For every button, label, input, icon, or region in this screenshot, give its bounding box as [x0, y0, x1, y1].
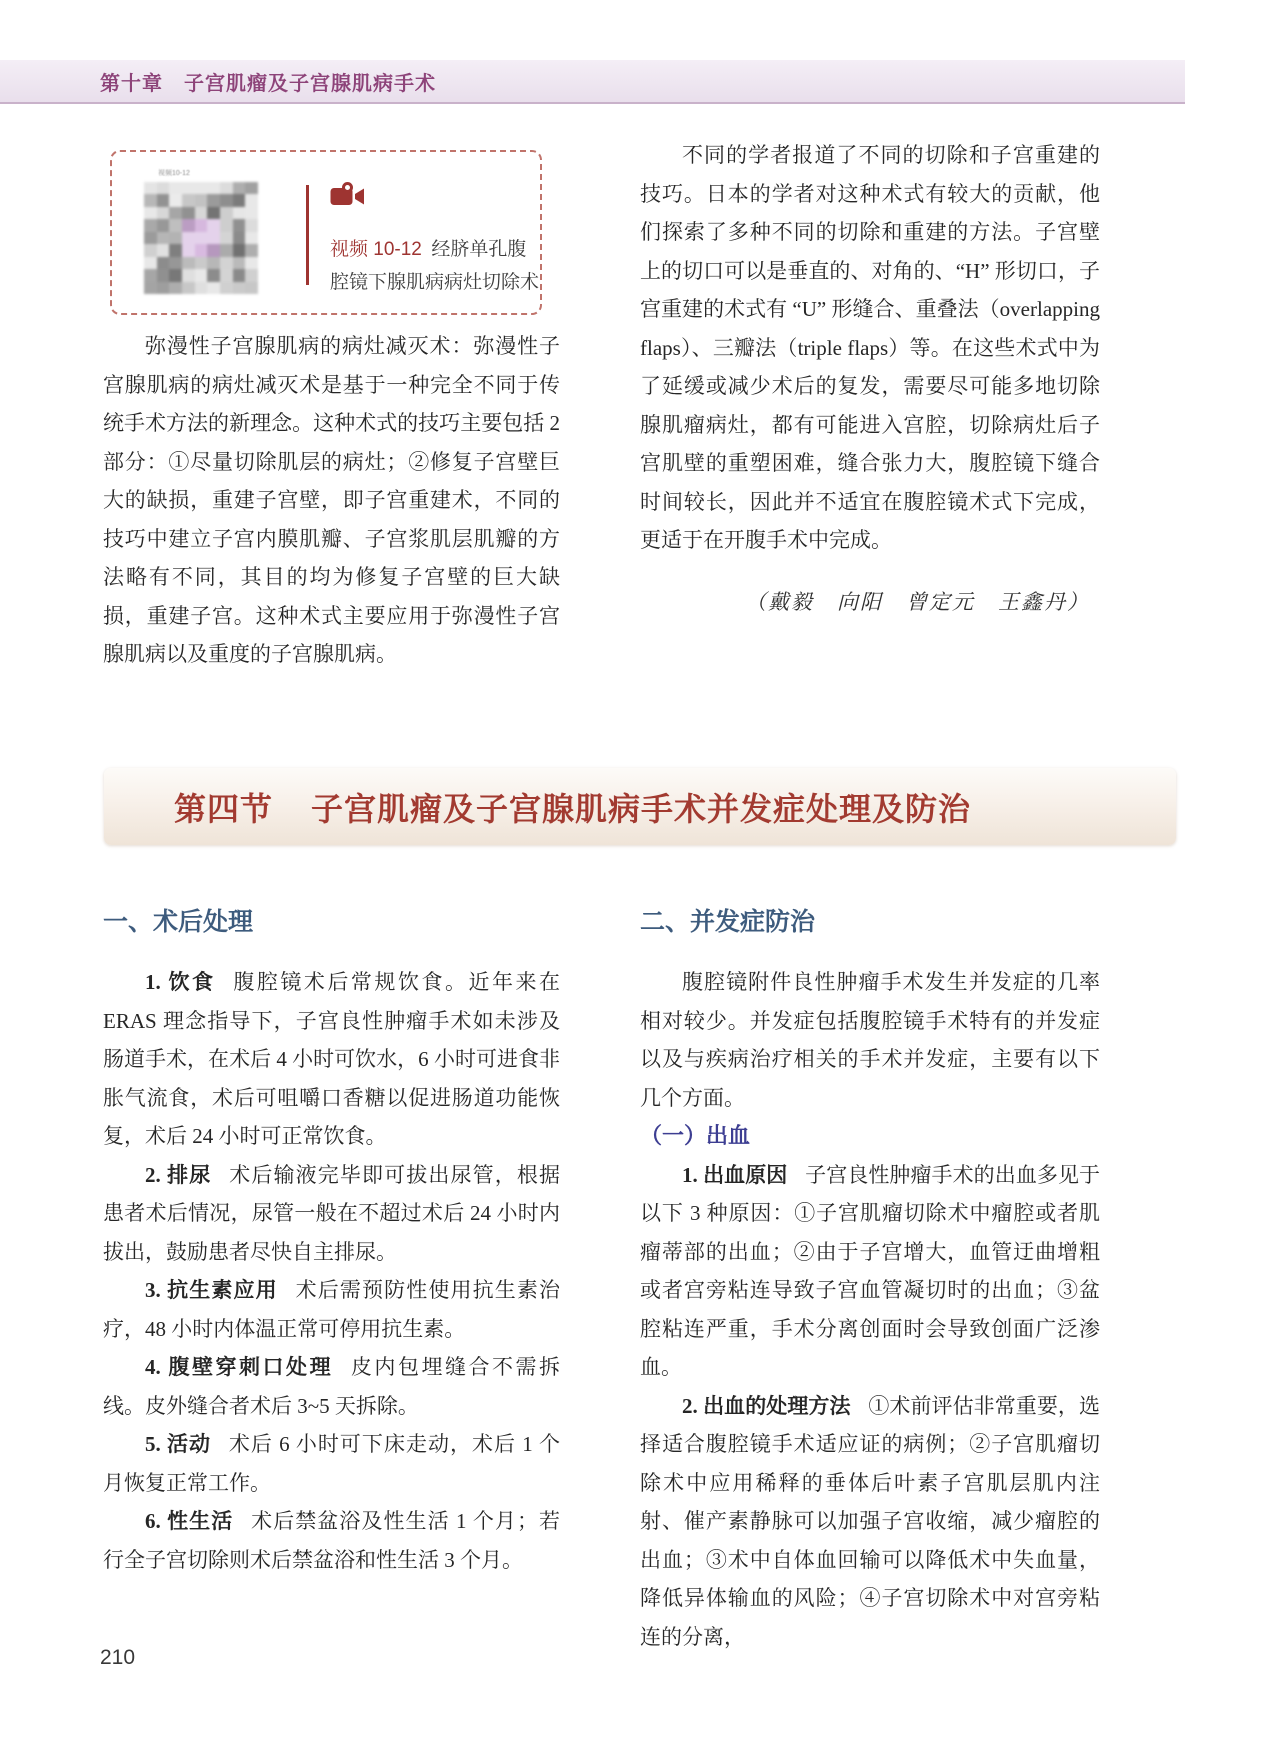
- item-label: 1. 出血原因: [682, 1162, 788, 1187]
- complications-column: [640, 905, 1100, 1656]
- item-text: ①术前评估非常重要，选择适合腹腔镜手术适应证的病例；②子宫肌瘤切除术中应用稀释的垂体后叶素子宫肌层肌内注射、催产素静脉可以加强子宫收缩，减少瘤腔的出血；③术中自体血回输可以降低术中失血量，降低异体输血的风险；④子宫切除术中对宫旁粘连的分离，: [640, 1393, 1101, 1649]
- intro-paragraph-left: 弥漫性子宫腺肌病的病灶减灭术：弥漫性子宫腺肌病的病灶减灭术是基于一种完全不同于传统手术方法的新理念。这种术式的技巧主要包括 2 部分：①尽量切除肌层的病灶；②修复子宫壁巨大的缺损，重建子宫壁，即子宫重建术，不同的技巧中建立子宫内膜肌瓣、子宫浆肌层肌瓣的方法略有不同，其目的均为修复子宫壁的巨大缺损，重建子宫。这种术式主要应用于弥漫性子宫腺肌病以及重度的子宫腺肌病。: [103, 334, 560, 666]
- complication-items: [640, 1156, 1100, 1657]
- item-label: 5. 活动: [145, 1432, 212, 1456]
- item-text: 腹腔镜术后常规饮食。近年来在 ERAS 理念指导下，子宫良性肿瘤手术如未涉及肠道手术，在术后 4 小时可饮水，6 小时可进食非胀气流食，术后可咀嚼口香糖以促进肠道功能恢复，术后 24 小时可正常饮食。: [103, 970, 561, 1148]
- postop-items: [103, 963, 560, 1579]
- postop-column: [103, 905, 560, 1579]
- section-banner-title: 子宫肌瘤及子宫腺肌病手术并发症处理及防治: [311, 790, 972, 827]
- video-label-number: 视频 10-12: [330, 239, 422, 260]
- complications-intro: 腹腔镜附件良性肿瘤手术发生并发症的几率相对较少。并发症包括腹腔镜手术特有的并发症以及与疾病治疗相关的手术并发症，主要有以下几个方面。: [640, 970, 1100, 1110]
- item-label: 1. 饮食: [145, 970, 216, 994]
- item-label: 4. 腹壁穿刺口处理: [145, 1355, 334, 1379]
- authors-line: （戴毅 向阳 曾定元 王鑫丹）: [745, 590, 1090, 614]
- item-text: 皮内包埋缝合不需拆线。皮外缝合者术后 3~5 天拆除。: [103, 1355, 560, 1418]
- video-box-divider: [306, 185, 309, 285]
- video-label-title: 经脐单孔腹腔镜下腺肌病病灶切除术: [330, 239, 540, 293]
- list-item: [103, 1425, 560, 1502]
- item-text: 术后 6 小时可下床走动，术后 1 个月恢复正常工作。: [103, 1432, 561, 1495]
- section-banner: [104, 768, 1176, 845]
- video-camera-icon: [330, 182, 367, 209]
- item-label: 2. 排尿: [145, 1162, 212, 1187]
- list-item: [103, 1502, 560, 1579]
- section-banner-label: 第四节: [174, 790, 274, 827]
- list-item: [103, 1271, 560, 1348]
- complications-heading: 二、并发症防治: [640, 908, 816, 936]
- video-info-block: [330, 182, 542, 299]
- intro-paragraph-right: 不同的学者报道了不同的切除和子宫重建的技巧。日本的学者对这种术式有较大的贡献，他们探索了多种不同的切除和重建的方法。子宫壁上的切口可以是垂直的、对角的、“H” 形切口，子宫重建的术式有 “U” 形缝合、重叠法（overlapping flaps）、三瓣法（triple flaps）等。在这些术式中为了延缓或减少术后的复发，需要尽可能多地切除腺肌瘤病灶，都有可能进入宫腔，切除病灶后子宫肌壁的重塑困难，缝合张力大，腹腔镜下缝合时间较长，因此并不适宜在腹腔镜术式下完成，更适于在开腹手术中完成。: [640, 143, 1100, 552]
- list-item: [103, 963, 560, 1156]
- item-label: 6. 性生活: [145, 1509, 234, 1533]
- item-text: 术后禁盆浴及性生活 1 个月；若行全子宫切除则术后禁盆浴和性生活 3 个月。: [103, 1509, 561, 1572]
- list-item: [103, 1348, 560, 1425]
- video-resource-box: [110, 150, 542, 315]
- list-item: [640, 1387, 1100, 1657]
- qr-code-image: [144, 182, 258, 294]
- video-label: [330, 233, 542, 299]
- item-label: 2. 出血的处理方法: [682, 1393, 851, 1418]
- chapter-header-title: 第十章 子宫肌瘤及子宫腺肌病手术: [100, 72, 436, 95]
- postop-heading: 一、术后处理: [103, 908, 254, 936]
- item-text: 术后输液完毕即可拔出尿管，根据患者术后情况，尿管一般在不超过术后 24 小时内拔出，鼓励患者尽快自主排尿。: [103, 1162, 561, 1264]
- page-number: 210: [100, 1646, 136, 1669]
- list-item: [640, 1156, 1100, 1387]
- item-text: 术后需预防性使用抗生素治疗，48 小时内体温正常可停用抗生素。: [103, 1278, 561, 1341]
- bleeding-subheading: （一）出血: [640, 1123, 751, 1148]
- item-text: 子宫良性肿瘤手术的出血多见于以下 3 种原因：①子宫肌瘤切除术中瘤腔或者肌瘤蒂部的出血；②由于子宫增大，血管迂曲增粗或者宫旁粘连导致子宫血管凝切时的出血；③盆腔粘连严重，手术分离创面时会导致创面广泛渗血。: [640, 1162, 1101, 1379]
- list-item: [103, 1156, 560, 1272]
- qr-caption: 视频10-12: [158, 170, 190, 177]
- chapter-header-band: [0, 60, 1185, 104]
- item-label: 3. 抗生素应用: [145, 1278, 278, 1302]
